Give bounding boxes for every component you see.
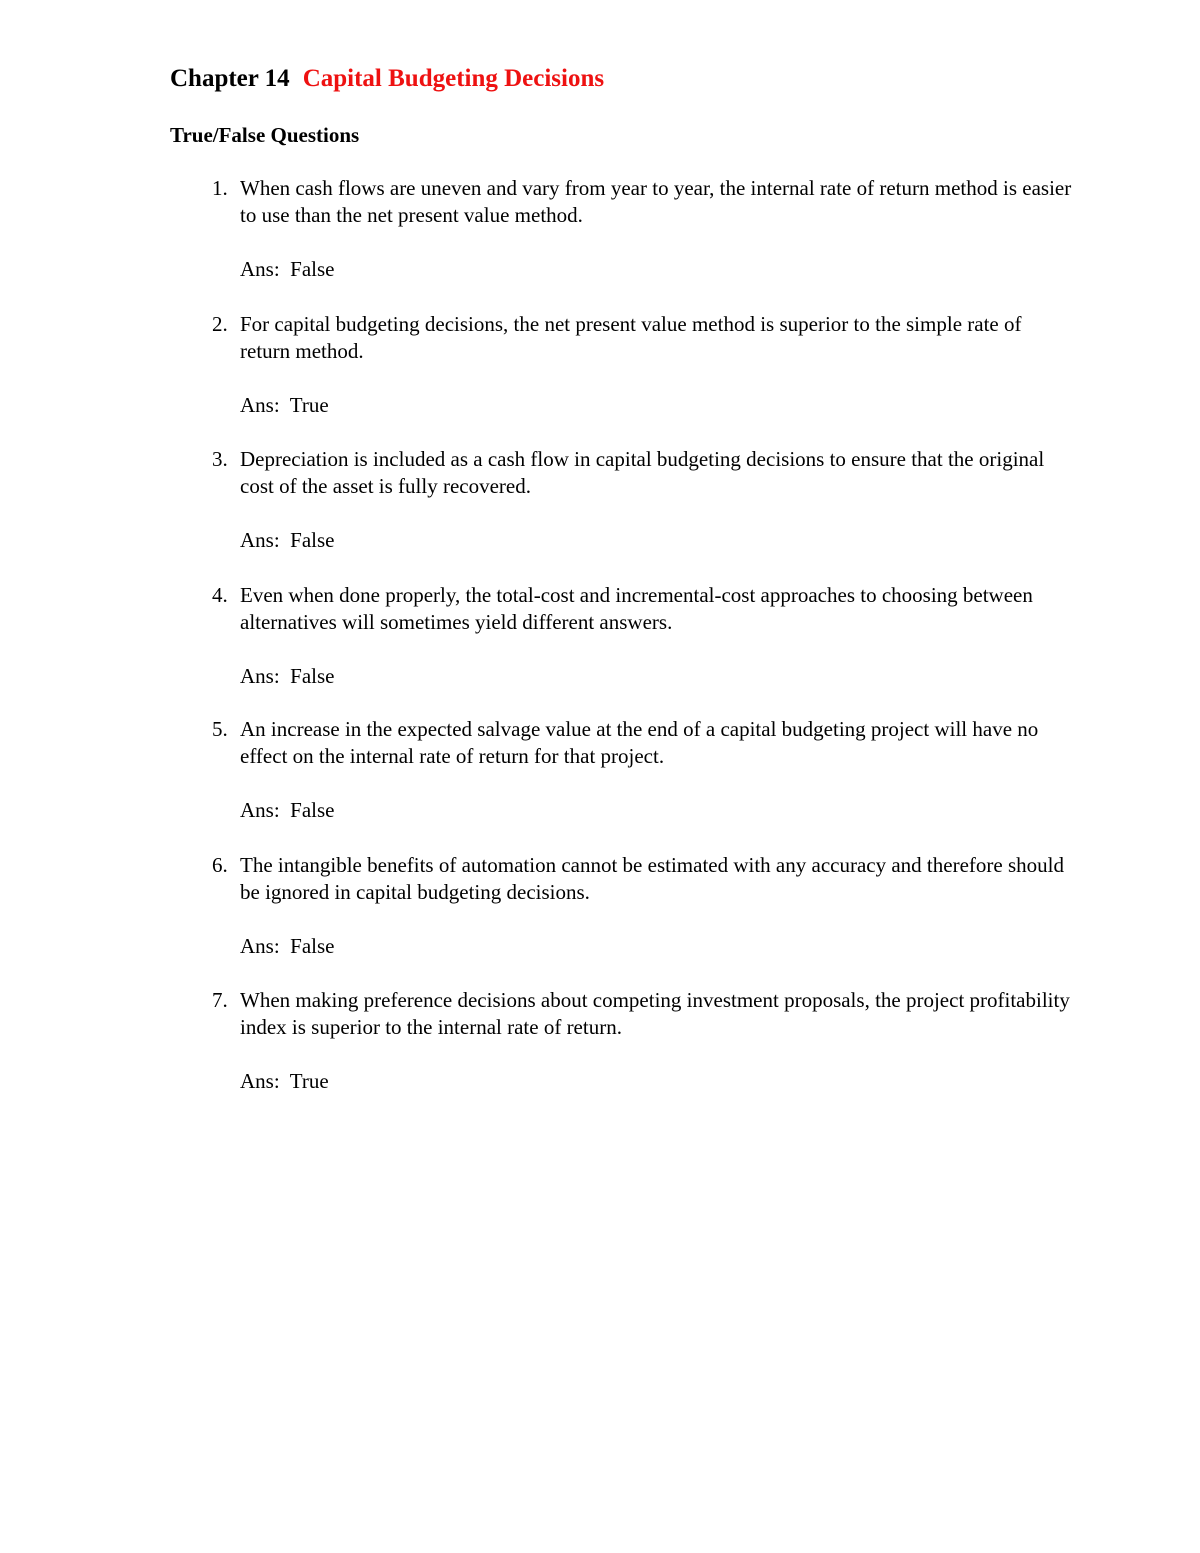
question-text: Even when done properly, the total-cost and incremental-cost approaches to choosing between alternatives will sometimes yield different answers. xyxy=(240,583,1033,634)
question-number: 7. xyxy=(212,988,228,1012)
question-text: An increase in the expected salvage value at the end of a capital budgeting project will have no effect on the internal rate of return for that project. xyxy=(240,717,1039,768)
question-answer: Ans: False xyxy=(240,528,335,552)
question-text: When cash flows are uneven and vary from year to year, the internal rate of return method is easier to use than the net present value method. xyxy=(240,176,1072,227)
question-item xyxy=(212,582,1072,690)
question-text: The intangible benefits of automation cannot be estimated with any accuracy and therefore should be ignored in capital budgeting decisions. xyxy=(240,853,1064,904)
question-item xyxy=(212,175,1072,283)
question-item xyxy=(212,311,1072,419)
question-answer: Ans: False xyxy=(240,934,335,958)
question-item xyxy=(212,987,1072,1095)
question-item xyxy=(212,446,1072,554)
question-number: 3. xyxy=(212,447,228,471)
question-number: 5. xyxy=(212,717,228,741)
question-item xyxy=(212,852,1072,960)
question-text: For capital budgeting decisions, the net present value method is superior to the simple rate of return method. xyxy=(240,312,1022,363)
chapter-title: Capital Budgeting Decisions xyxy=(302,65,605,92)
question-answer: Ans: False xyxy=(240,664,335,688)
question-number: 1. xyxy=(212,176,228,200)
question-text: Depreciation is included as a cash flow in capital budgeting decisions to ensure that the original cost of the asset is fully recovered. xyxy=(240,447,1045,498)
question-answer: Ans: False xyxy=(240,798,335,822)
chapter-heading xyxy=(170,62,604,96)
chapter-label: Chapter 14 xyxy=(170,65,290,92)
question-answer: Ans: False xyxy=(240,257,335,281)
question-answer: Ans: True xyxy=(240,393,329,417)
question-item xyxy=(212,716,1072,824)
question-number: 2. xyxy=(212,312,228,336)
question-answer: Ans: True xyxy=(240,1069,329,1093)
section-heading: True/False Questions xyxy=(170,123,360,147)
question-text: When making preference decisions about competing investment proposals, the project profitability index is superior to the internal rate of return. xyxy=(240,988,1070,1039)
question-number: 6. xyxy=(212,853,228,877)
question-number: 4. xyxy=(212,583,228,607)
